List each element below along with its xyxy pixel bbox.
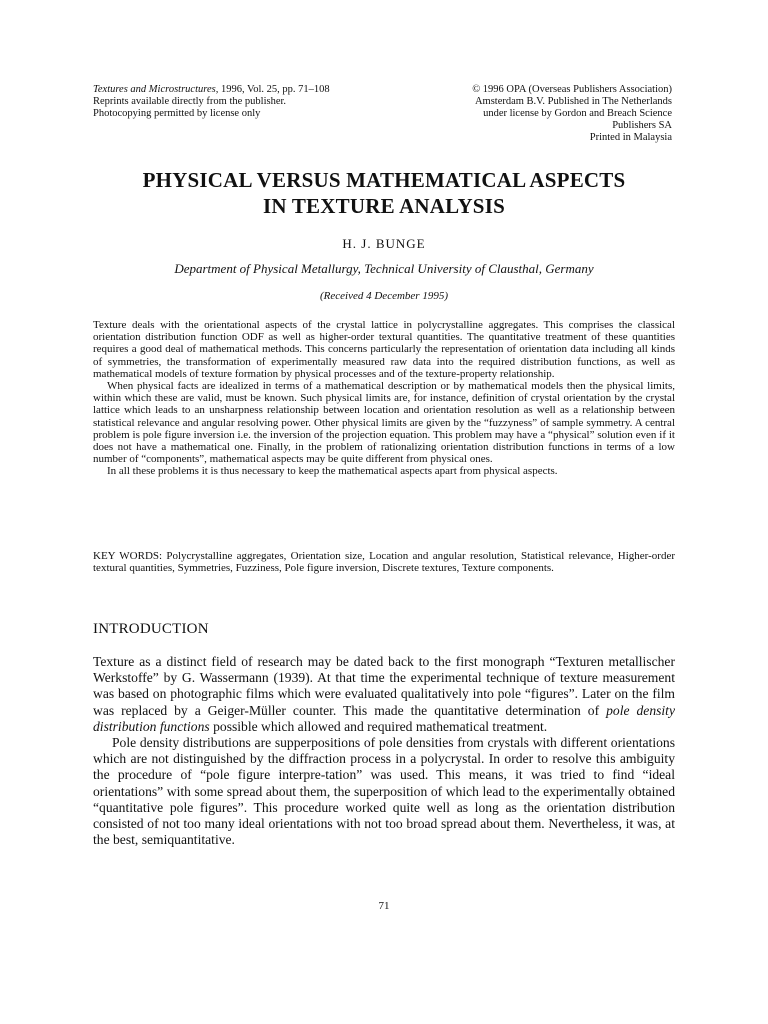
copyright-line-1: © 1996 OPA (Overseas Publishers Association) [472,84,672,95]
citation-details: 1996, Vol. 25, pp. 71–108 [218,84,330,95]
page-number: 71 [378,900,390,912]
abstract [93,319,675,478]
title-line-1: PHYSICAL VERSUS MATHEMATICAL ASPECTS [142,168,626,192]
introduction-body [93,654,675,848]
abstract-paragraph-2: When physical facts are idealized in terms of a mathematical description or by mathematical models then the physical limits, within which these are valid, must be known. Such physical limits are, for instance, definition of crystal orientation by the crystal lattice which leads to an unsharpness relationship between location and orientation resolution as well as a relationship between statistical relevance and angular resolving power. Other physical limits are given by the “fuzzyness” of sample symmetry. A central problem is pole figure inversion i.e. the inversion of the projection equation. This problem may have a “physical” solution even if it does not have a mathematical one. Finally, in the problem of rationalizing orientation distribution functions in terms of a low number of “components”, mathematical aspects may be quite different from physical ones. [93,380,675,466]
citation-line-1 [93,84,393,96]
abstract-paragraph-3: In all these problems it is thus necessary to keep the mathematical aspects apart from physical aspects. [107,465,558,478]
keywords: KEY WORDS: Polycrystalline aggregates, Orientation size, Location and angular resolution, Statistical relevance, Higher-order textural quantities, Symmetries, Fuzziness, Pole figure inversion, Discrete textures, Texture components. [93,550,675,575]
citation-line-2: Reprints available directly from the publisher. [93,96,287,107]
section-heading: INTRODUCTION [93,621,209,637]
copyright-line-3: under license by Gordon and Breach Science [483,108,672,119]
title-line-2: IN TEXTURE ANALYSIS [263,194,505,218]
copyright-notice [372,84,672,144]
intro-p1-emphasis: pole density distribution functions [93,702,675,734]
intro-p1-text-a: Texture as a distinct field of research may be dated back to the first monograph “Texturen metallischer Werkstoffe” by G. Wassermann (1939). At that time the experimental technique of texture measurement was based on photographic films which were evaluated qualitatively into pole “figures”. Later on the film was replaced by a Geiger-Müller counter. This made the quantitative determination of [93,654,675,718]
received-date: (Received 4 December 1995) [320,290,448,302]
journal-name: Textures and Microstructures, [93,84,219,95]
citation-line-3: Photocopying permitted by license only [93,108,261,119]
paper-title [60,167,708,219]
intro-paragraph-1 [93,654,675,735]
journal-citation [93,84,393,120]
author-affiliation: Department of Physical Metallurgy, Technical University of Clausthal, Germany [174,261,594,276]
author-name: H. J. BUNGE [342,236,426,251]
intro-paragraph-2: Pole density distributions are supperpositions of pole densities from crystals with different orientations which are not distinguished by the diffraction process in a polycrystal. In order to resolve this ambiguity the procedure of “pole figure interpre-tation” was used. This means, it was tried to find “ideal orientations” with some spread about them, the superposition of which lead to the experimentally obtained “quantitative pole figures”. This procedure worked quite well as long as the orientation distribution consisted of not too many ideal orientations with not too broad spread about them. Nevertheless, it was, at the best, semiquantitative. [93,735,675,848]
intro-p1-text-b: possible which allowed and required mathematical treatment. [209,718,548,734]
copyright-line-5: Printed in Malaysia [589,132,672,143]
copyright-line-4: Publishers SA [612,120,672,131]
copyright-line-2: Amsterdam B.V. Published in The Netherlands [474,96,672,107]
abstract-paragraph-1: Texture deals with the orientational aspects of the crystal lattice in polycrystalline aggregates. This comprises the classical orientation distribution function ODF as well as higher-order textural quantities. The quantitative treatment of these quantities requires a good deal of mathematical methods. This concerns particularly the representation of orientation data including all kinds of symmetries, the transformation of experimentally measured raw data into the required distribution functions, as well as mathematical models of texture formation by physical processes and of the texture-property relationship. [93,319,675,380]
